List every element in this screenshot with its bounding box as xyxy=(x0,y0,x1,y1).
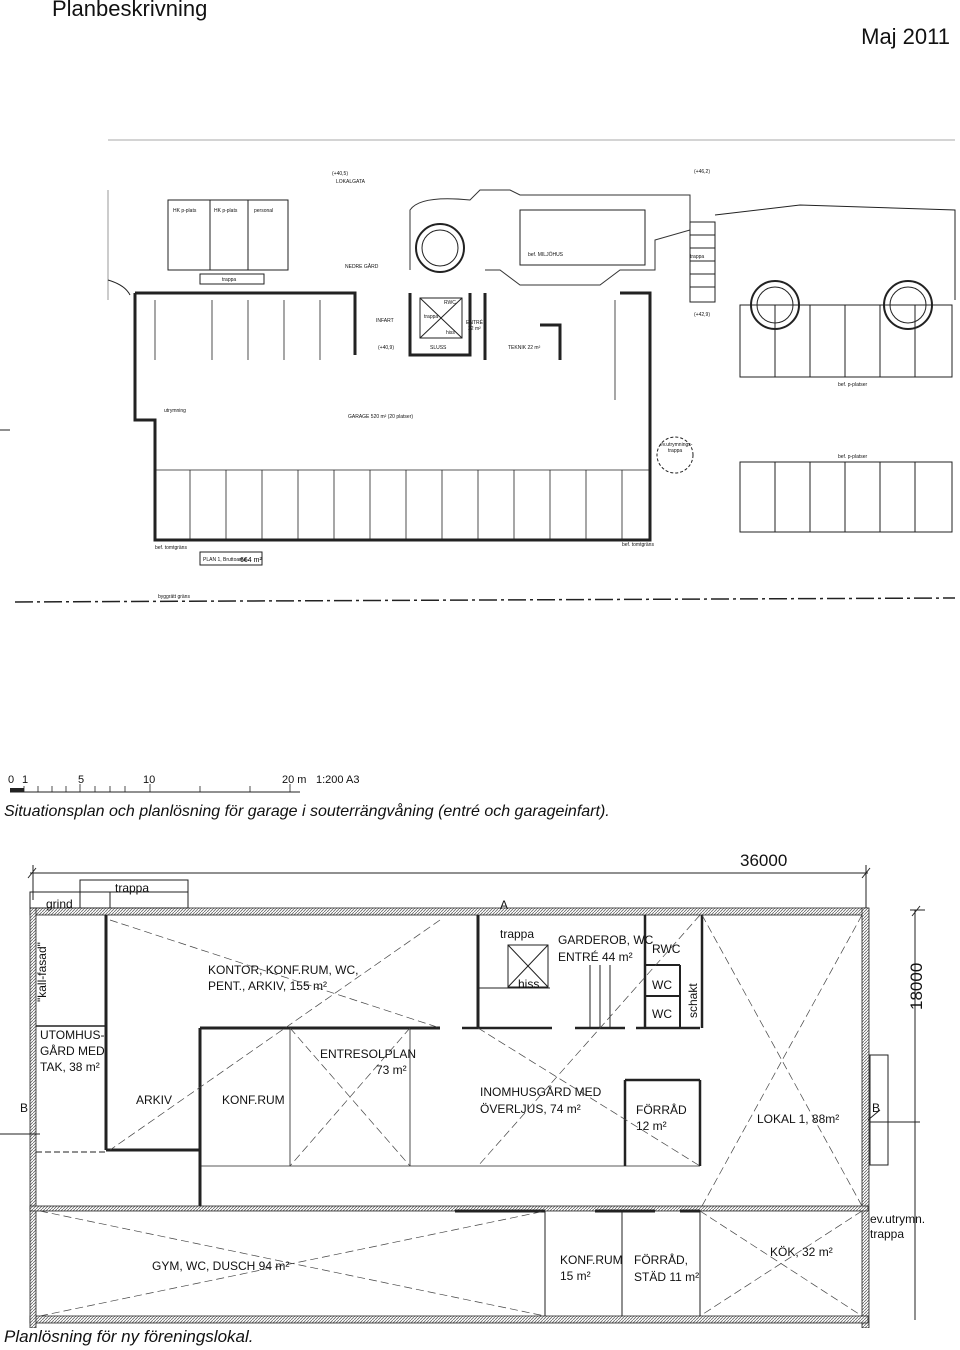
floor-label-hiss: hiss xyxy=(518,977,540,991)
floor-label-utom3: TAK, 38 m² xyxy=(40,1060,100,1074)
site-label-byggnad: byggrätt gräns xyxy=(158,594,190,600)
scale-tick-5: 5 xyxy=(78,774,85,786)
site-label-elev-a: (+40,5) xyxy=(332,171,348,177)
scale-tick-10: 10 xyxy=(143,774,156,786)
floor-label-forrad2: 12 m² xyxy=(636,1119,667,1133)
site-label-rwc: RWC xyxy=(444,300,456,306)
floor-label-inom1: INOMHUSGÅRD MED xyxy=(480,1085,602,1099)
scale-tick-20: 20 m xyxy=(282,774,307,786)
site-label-plan: PLAN 1, Bruttoarea xyxy=(203,557,247,563)
floor-label-schakt: schakt xyxy=(686,983,700,1018)
document-title: Planbeskrivning xyxy=(52,0,208,21)
site-label-sluss: SLUSS xyxy=(430,345,447,351)
floor-label-entre: ENTRÉ 44 m² xyxy=(558,950,633,964)
site-label-bef-p2: bef. p-platser xyxy=(838,454,868,460)
scale-tick-0: 0 xyxy=(8,774,15,786)
site-label-elev-d: (+42,9) xyxy=(694,312,710,318)
site-label-utrymning: utrymning xyxy=(164,408,186,414)
floor-plan-caption: Planlösning för ny föreningslokal. xyxy=(4,1327,254,1346)
floor-label-entresol2: 73 m² xyxy=(376,1063,407,1077)
floor-label-trappa-in: trappa xyxy=(500,927,535,941)
floor-label-ev-utrymn2: trappa xyxy=(870,1227,905,1241)
floor-label-gym: GYM, WC, DUSCH 94 m² xyxy=(152,1259,290,1273)
site-label-elev-c: (+40,9) xyxy=(378,345,394,351)
floor-plan-drawing xyxy=(0,840,960,1328)
floor-label-kall-fasad: "kall-fasad" xyxy=(35,942,49,1002)
scale-bar xyxy=(8,774,359,792)
site-label-hk2: HK p-plats xyxy=(214,208,238,214)
floor-label-section-b-left: B xyxy=(20,1101,29,1115)
floor-label-ev-utrymn1: ev.utrymn. xyxy=(870,1212,926,1226)
site-label-garage: GARAGE 520 m² (20 platser) xyxy=(348,414,414,420)
floor-label-grind: grind xyxy=(46,897,73,911)
floor-label-kok: KÖK, 32 m² xyxy=(770,1245,833,1259)
site-label-elev-b: (+46,2) xyxy=(694,169,710,175)
floor-label-konf15-2: 15 m² xyxy=(560,1269,591,1283)
site-label-ev-utrym1: ev.utrymnings- xyxy=(660,442,693,448)
floor-label-rwc: RWC xyxy=(652,942,681,956)
floor-label-trappa-top: trappa xyxy=(115,881,150,895)
site-label-trappa3: trappa xyxy=(424,314,439,320)
dimension-width: 36000 xyxy=(740,851,788,870)
site-label-plan-area: 664 m² xyxy=(240,557,262,564)
site-label-bef-p1: bef. p-platser xyxy=(838,382,868,388)
floor-label-utom1: UTOMHUS- xyxy=(40,1028,105,1042)
site-label-entre: ENTRÉ xyxy=(466,320,483,326)
site-label-miljohus: bef. MILJÖHUS xyxy=(528,252,564,258)
floor-label-inom2: ÖVERLJUS, 74 m² xyxy=(480,1102,581,1116)
floor-label-arkiv: ARKIV xyxy=(136,1093,173,1107)
site-label-hk1: HK p-plats xyxy=(173,208,197,214)
document-date: Maj 2011 xyxy=(861,24,950,49)
site-label-lokalgata: LOKALGATA xyxy=(336,179,365,185)
scale-text: 1:200 A3 xyxy=(316,774,360,786)
dimension-height: 18000 xyxy=(907,962,926,1010)
floor-label-wc2: WC xyxy=(652,1007,672,1021)
floor-label-section-a: A xyxy=(500,898,509,912)
site-label-personal: personal xyxy=(254,208,274,214)
site-label-fasad2: bef. tomtgräns xyxy=(622,542,654,548)
floor-label-entresol1: ENTRESOLPLAN xyxy=(320,1047,417,1061)
floor-label-utom2: GÅRD MED xyxy=(40,1044,105,1058)
site-label-trappa: trappa xyxy=(222,277,237,283)
scale-tick-1: 1 xyxy=(22,774,29,786)
site-label-fasad1: bef. tomtgräns xyxy=(155,545,187,551)
floor-label-wc1: WC xyxy=(652,978,672,992)
site-label-entre-area: 22 m² xyxy=(468,326,481,332)
floor-label-lokal: LOKAL 1, 88m² xyxy=(757,1112,840,1126)
floor-label-konf15-1: KONF.RUM xyxy=(560,1253,623,1267)
floor-label-stad2: STÄD 11 m² xyxy=(634,1270,700,1284)
floor-label-kontor1: KONTOR, KONF.RUM, WC, xyxy=(208,963,359,977)
floor-label-stad1: FÖRRÅD, xyxy=(634,1253,688,1267)
site-label-infart: INFART xyxy=(376,318,394,324)
floor-label-section-b-right: B xyxy=(872,1101,881,1115)
site-plan-caption: Situationsplan och planlösning för garage i souterrängvåning (entré och garageinfart). xyxy=(4,803,610,820)
floor-label-konfrum: KONF.RUM xyxy=(222,1093,285,1107)
floor-label-kontor2: PENT., ARKIV, 155 m² xyxy=(208,979,327,993)
site-label-teknik: TEKNIK 22 m² xyxy=(508,345,541,351)
site-label-nedre-gard: NEDRE GÅRD xyxy=(345,264,379,270)
floor-label-garderob: GARDEROB, WC xyxy=(558,933,654,947)
floor-label-forrad1: FÖRRÅD xyxy=(636,1103,687,1117)
site-label-hiss: hiss xyxy=(446,330,455,336)
site-label-ev-utrym2: trappa xyxy=(668,448,683,454)
site-label-trappa2: trappa xyxy=(690,254,705,260)
